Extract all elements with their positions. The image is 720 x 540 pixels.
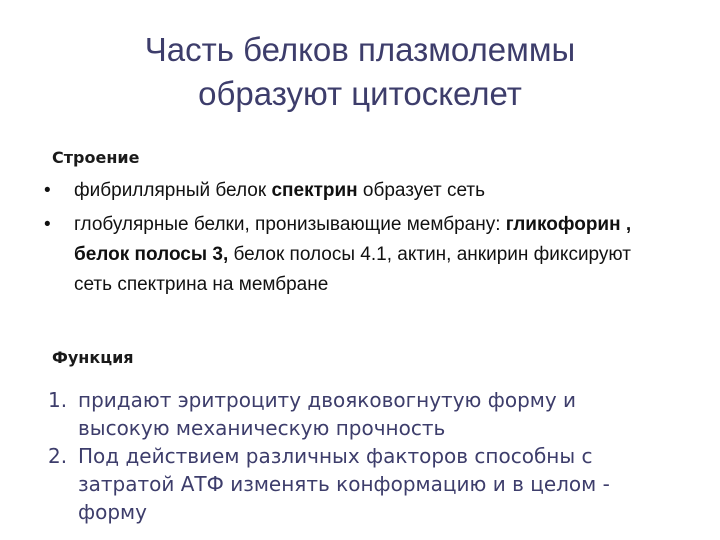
item-text: придают эритроциту двояковогнутую форму и высокую механическую прочность xyxy=(78,388,577,440)
bullet-dot-icon: • xyxy=(44,214,51,235)
structure-bullet-list xyxy=(42,176,662,304)
bullet-text-bold: спектрин xyxy=(271,180,358,201)
bullet-text-post: образует сеть xyxy=(357,180,486,201)
title-line-2: образуют цитоскелет xyxy=(198,75,522,112)
bullet-text-post: белок полосы 4.1, актин, анкирин фиксируют сеть спектрина на мембране xyxy=(74,244,631,295)
function-heading: Функция xyxy=(52,348,134,367)
item-text: Под действием различных факторов способны с затратой АТФ изменять конформацию и в целом - форму xyxy=(78,444,610,524)
bullet-text-pre: фибриллярный белок xyxy=(74,180,272,201)
item-number: 2. xyxy=(48,444,68,468)
structure-heading: Строение xyxy=(52,148,140,167)
function-numbered-list xyxy=(48,386,648,526)
slide-title xyxy=(0,28,720,116)
title-line-1: Часть белков плазмолеммы xyxy=(144,31,576,68)
item-number: 1. xyxy=(48,388,68,412)
bullet-dot-icon: • xyxy=(44,180,51,201)
bullet-text-pre: глобулярные белки, пронизывающие мембрану: xyxy=(74,214,506,235)
numbered-item xyxy=(48,442,648,526)
bullet-item xyxy=(42,176,662,206)
bullet-item xyxy=(42,210,662,300)
numbered-item xyxy=(48,386,648,442)
bullet-text-bold: гликофорин , белок полосы 3, xyxy=(74,214,632,265)
